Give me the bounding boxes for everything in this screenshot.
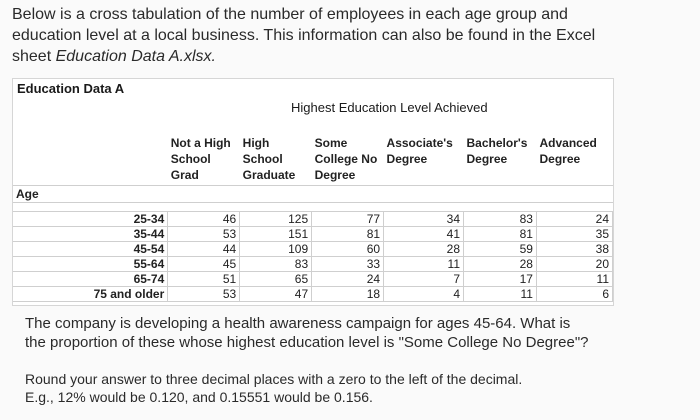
column-header: High School Graduate [240, 117, 312, 186]
age-header-row [13, 186, 613, 203]
intro-line-3-prefix: sheet [12, 48, 56, 65]
column-header-row [13, 117, 613, 186]
cell: 34 [384, 212, 464, 227]
cell: 81 [312, 227, 384, 242]
cell: 60 [312, 242, 384, 257]
row-label: 55-64 [13, 257, 168, 272]
cell: 24 [312, 272, 384, 287]
sheet-title: Education Data A [17, 81, 125, 96]
row-header-age: Age [13, 186, 168, 203]
cell: 11 [536, 272, 612, 287]
cell: 53 [168, 287, 240, 302]
intro-line-1: Below is a cross tabulation of the number of employees in each age group and [12, 6, 568, 23]
intro-line-3 [12, 46, 672, 67]
cell: 4 [384, 287, 464, 302]
rounding-line-1: Round your answer to three decimal places with a zero to the left of the decimal. [25, 371, 523, 387]
column-header: Associate's Degree [384, 117, 464, 186]
table-row [13, 257, 613, 272]
cell: 51 [168, 272, 240, 287]
question-line-1: The company is developing a health awareness campaign for ages 45-64. What is [25, 315, 571, 332]
row-label: 65-74 [13, 272, 168, 287]
table-row [13, 242, 613, 257]
cell: 47 [240, 287, 312, 302]
cell: 83 [464, 212, 537, 227]
cell: 46 [168, 212, 240, 227]
table-row [13, 287, 613, 302]
question-paragraph [25, 314, 645, 352]
column-group-label: Highest Education Level Achieved [291, 100, 488, 115]
rounding-line-2: E.g., 12% would be 0.120, and 0.15551 would be 0.156. [25, 389, 373, 405]
column-header: Some College No Degree [312, 117, 384, 186]
cell: 151 [240, 227, 312, 242]
cell: 6 [536, 287, 612, 302]
cell: 33 [312, 257, 384, 272]
table-row [13, 227, 613, 242]
cell: 7 [384, 272, 464, 287]
cell: 109 [240, 242, 312, 257]
rounding-instructions [25, 370, 645, 406]
cell: 24 [536, 212, 612, 227]
cell: 44 [168, 242, 240, 257]
question-line-2: the proportion of these whose highest education level is "Some College No Degree"? [25, 334, 589, 351]
cell: 28 [464, 257, 537, 272]
cell: 125 [240, 212, 312, 227]
row-label: 75 and older [13, 287, 168, 302]
header-blank [13, 117, 168, 186]
cell: 41 [384, 227, 464, 242]
column-header: Not a High School Grad [168, 117, 240, 186]
cell: 35 [536, 227, 612, 242]
cell: 17 [464, 272, 537, 287]
cell: 59 [464, 242, 537, 257]
cell: 11 [384, 257, 464, 272]
row-label: 25-34 [13, 212, 168, 227]
table-row [13, 212, 613, 227]
cell: 53 [168, 227, 240, 242]
cell: 65 [240, 272, 312, 287]
cell: 45 [168, 257, 240, 272]
table-row [13, 272, 613, 287]
row-label: 45-54 [13, 242, 168, 257]
cross-tab-table [13, 117, 613, 302]
column-header: Advanced Degree [536, 117, 612, 186]
cell: 38 [536, 242, 612, 257]
intro-line-2: education level at a local business. This information can also be found in the Excel [12, 27, 596, 44]
spreadsheet [12, 78, 614, 306]
cell: 83 [240, 257, 312, 272]
row-label: 35-44 [13, 227, 168, 242]
column-header: Bachelor's Degree [464, 117, 537, 186]
cell: 77 [312, 212, 384, 227]
cell: 81 [464, 227, 537, 242]
cell: 11 [464, 287, 537, 302]
cell: 28 [384, 242, 464, 257]
file-name: Education Data A.xlsx. [55, 48, 216, 65]
intro-paragraph [12, 4, 672, 67]
cell: 18 [312, 287, 384, 302]
cell: 20 [536, 257, 612, 272]
